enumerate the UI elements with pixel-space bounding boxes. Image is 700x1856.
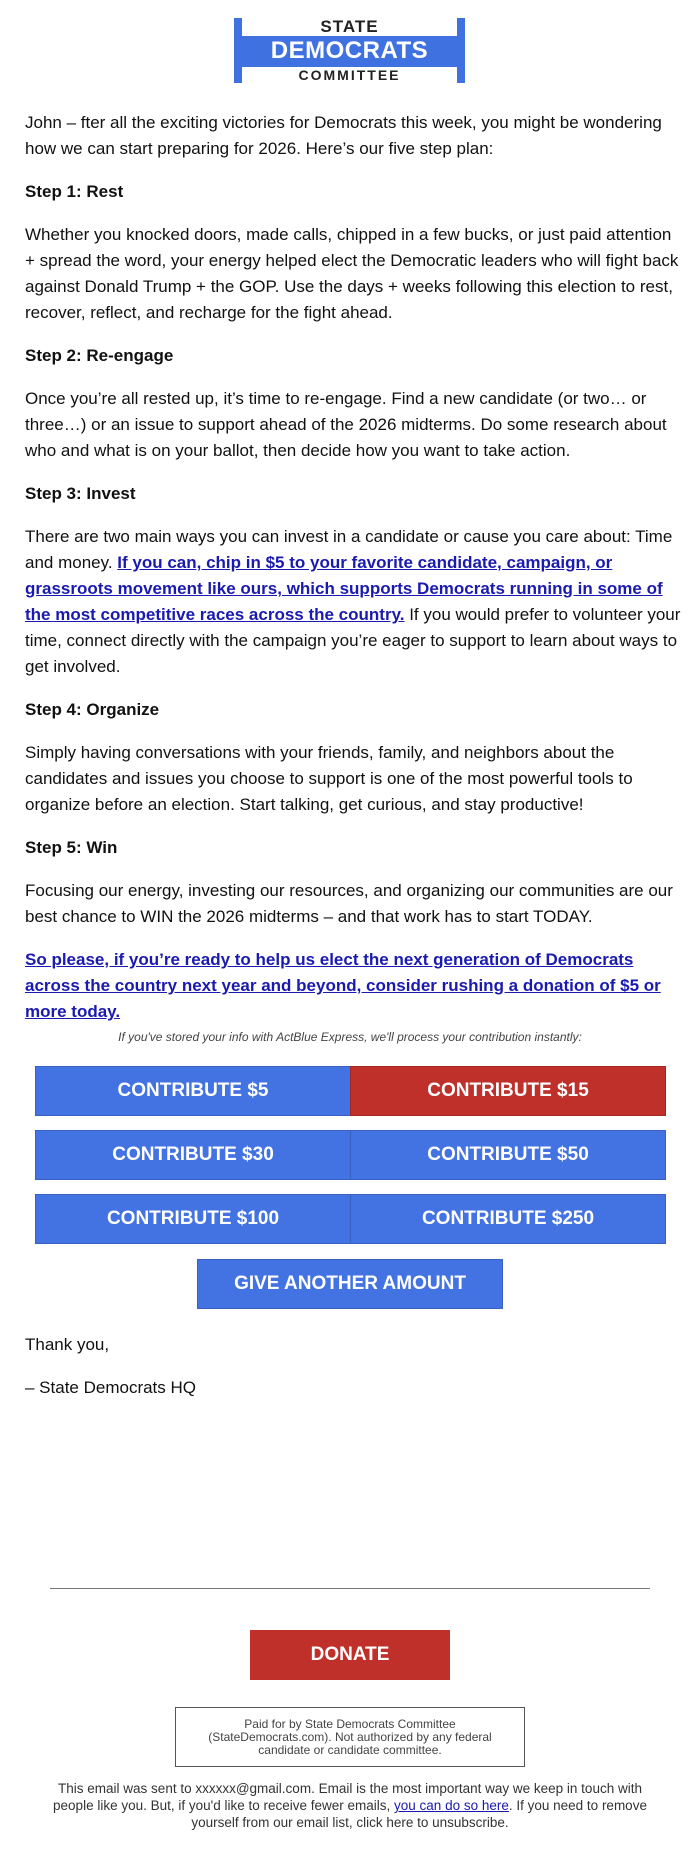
contribute-50-button[interactable]: CONTRIBUTE $50 [350,1130,666,1180]
chip-in-link[interactable]: If you can, chip in $5 to your favorite candidate, campaign, or grassroots movement like ours, which supports Democrats running in some of the most competitive races across the country. [25,553,663,624]
appeal-paragraph [25,947,685,1025]
contribute-5-button[interactable]: CONTRIBUTE $5 [35,1066,351,1116]
actblue-note: If you've stored your info with ActBlue Express, we'll process your contribution instantly: [118,1030,582,1044]
contribute-30-button[interactable]: CONTRIBUTE $30 [35,1130,351,1180]
step-4-heading: Step 4: Organize [25,700,160,719]
step-5-body: Focusing our energy, investing our resources, and organizing our communities are our best chance to WIN the 2026 midterms – and that work has to start TODAY. [25,881,673,926]
email-body [25,110,685,1042]
logo-line-democrats: DEMOCRATS [270,37,429,64]
step-2-heading: Step 2: Re-engage [25,346,174,365]
logo-line-state: STATE [242,18,457,36]
step-3-text-after: If you would prefer to volunteer your time, connect directly with the campaign you’re eager to support to learn about ways to get involved. [25,605,681,676]
give-another-amount-button[interactable]: GIVE ANOTHER AMOUNT [197,1259,503,1309]
contribute-250-button[interactable]: CONTRIBUTE $250 [350,1194,666,1244]
fewer-emails-link[interactable]: you can do so here [394,1798,509,1813]
step-4-body: Simply having conversations with your friends, family, and neighbors about the candidates and issues you choose to support is one of the most powerful tools to organize before an election. Start talking, get curious, and stay productive! [25,743,633,814]
footer-text-3: . If you need to remove yourself from our email list, click here to unsubscribe. [191,1798,647,1830]
thanks-text: Thank you, [25,1335,110,1354]
committee-logo [234,18,465,83]
recipient-email: xxxxxx@gmail.com [195,1781,312,1796]
donation-appeal-link[interactable]: So please, if you’re ready to help us elect the next generation of Democrats across the country next year and beyond, consider rushing a donation of $5 or more today. [25,950,661,1021]
signature-text: – State Democrats HQ [25,1378,197,1397]
intro-paragraph: John – fter all the exciting victories for Democrats this week, you might be wondering how we can start preparing for 2026. Here’s our five step plan: [25,113,662,158]
logo-line-committee: COMMITTEE [242,67,457,83]
contribute-100-button[interactable]: CONTRIBUTE $100 [35,1194,351,1244]
step-2-body: Once you’re all rested up, it’s time to re-engage. Find a new candidate (or two… or three…) or an issue to support ahead of the 2026 midterms. Do some research about who and what is on your ballot, then decide how you want to take action. [25,389,667,460]
footer-divider [50,1588,650,1589]
contribute-15-button[interactable]: CONTRIBUTE $15 [350,1066,666,1116]
step-1-heading: Step 1: Rest [25,182,124,201]
step-1-body: Whether you knocked doors, made calls, chipped in a few bucks, or just paid attention + spread the word, your energy helped elect the Democratic leaders who will fight back against Donald Trump + the GOP. Use the days + weeks following this election to rest, recover, reflect, and recharge for the fight ahead. [25,225,679,322]
step-3-text-before: There are two main ways you can invest in a candidate or cause you care about: Time and money. [25,527,673,572]
donate-button[interactable]: DONATE [250,1630,450,1680]
paid-for-disclaimer: Paid for by State Democrats Committee (StateDemocrats.com). Not authorized by any federal candidate or candidate committee. [175,1707,525,1767]
step-5-heading: Step 5: Win [25,838,118,857]
email-footer [50,1780,650,1831]
step-3-body [25,524,685,680]
step-3-heading: Step 3: Invest [25,484,136,503]
footer-text-2: . Email is the most important way we keep in touch with people like you. But, if you'd like to receive fewer emails, [53,1781,642,1813]
footer-text-1: This email was sent to [58,1781,196,1796]
